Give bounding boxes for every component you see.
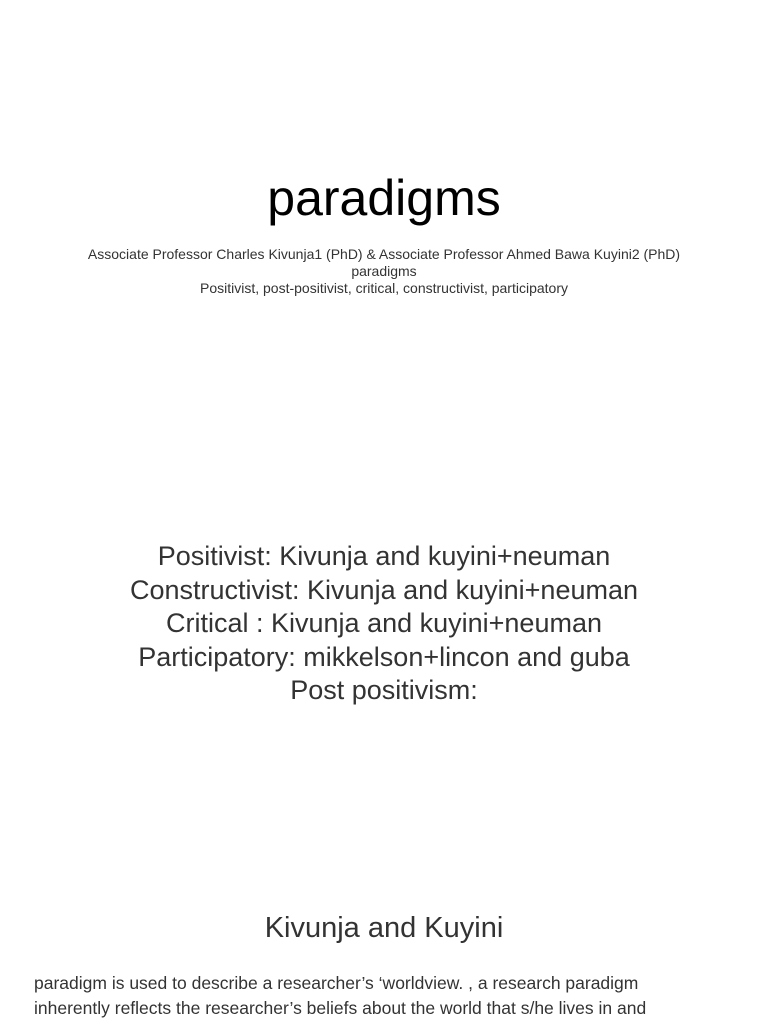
paradigm-list-slide bbox=[0, 520, 768, 900]
list-item-critical: Critical : Kivunja and kuyini+neuman bbox=[166, 608, 602, 638]
subtitle-line-paradigm-types: Positivist, post-positivist, critical, constructivist, participatory bbox=[200, 280, 568, 296]
section-title: Kivunja and Kuyini bbox=[264, 912, 504, 944]
paradigm-list bbox=[0, 540, 768, 708]
body-line: paradigm is used to describe a researcher’s ‘worldview. , a research paradigm bbox=[34, 973, 639, 993]
kivunja-kuyini-slide bbox=[0, 900, 768, 1024]
list-item-post-positivism: Post positivism: bbox=[290, 675, 478, 705]
list-item-positivist: Positivist: Kivunja and kuyini+neuman bbox=[157, 541, 611, 571]
subtitle-line-topic: paradigms bbox=[351, 263, 417, 279]
body-paragraph bbox=[34, 971, 734, 1021]
list-item-participatory: Participatory: mikkelson+lincon and guba bbox=[138, 641, 630, 672]
slide-subtitle bbox=[20, 246, 748, 297]
list-item-constructivist: Constructivist: Kivunja and kuyini+neuman bbox=[129, 574, 639, 605]
body-line: inherently reflects the researcher’s beliefs about the world that s/he lives in and bbox=[34, 998, 647, 1018]
slide-title: paradigms bbox=[267, 170, 501, 226]
subtitle-line-authors: Associate Professor Charles Kivunja1 (PhD) & Associate Professor Ahmed Bawa Kuyini2 (PhD) bbox=[87, 246, 681, 262]
